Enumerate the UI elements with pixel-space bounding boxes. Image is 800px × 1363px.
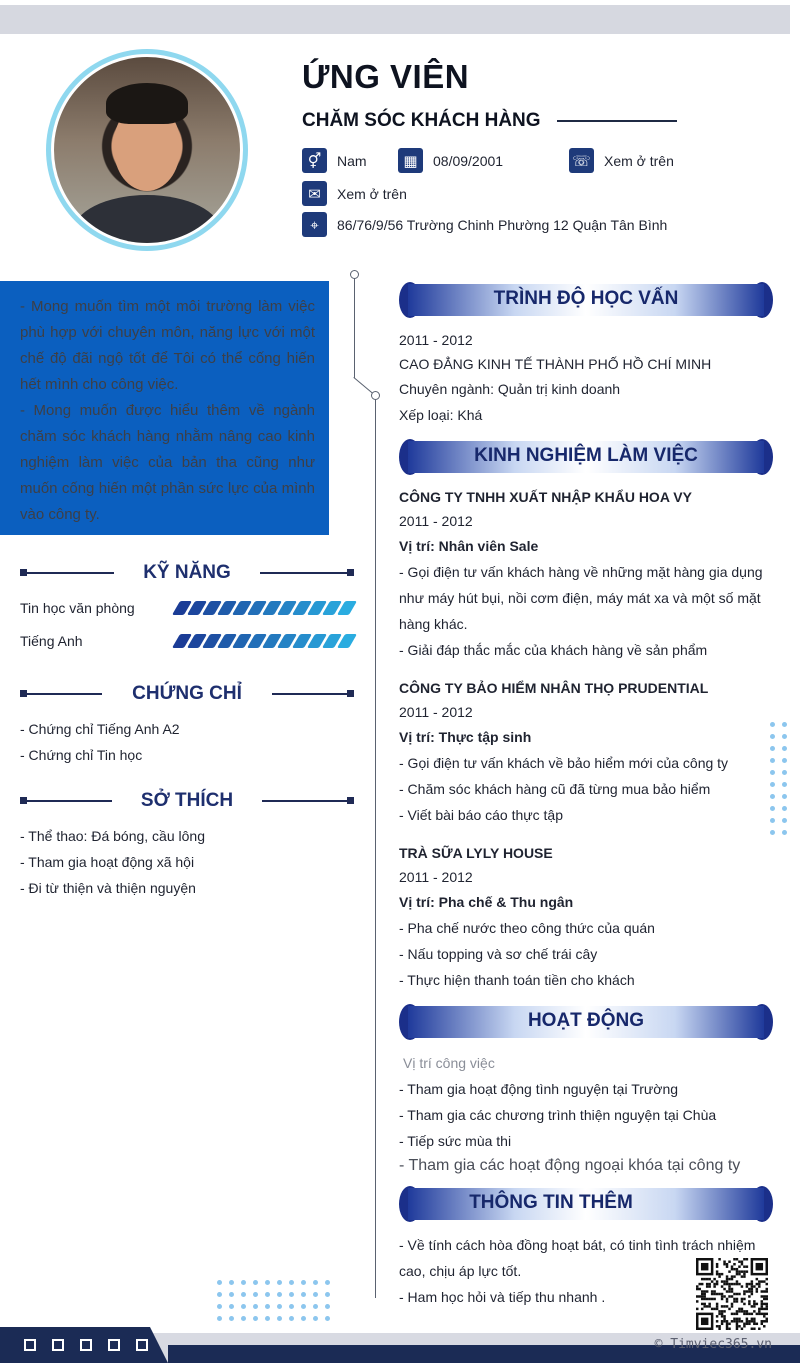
objective-paragraph: - Mong muốn được hiểu thêm về ngành chăm sóc khách hàng nhằm nâng cao kinh nghiệm làm việc của bản tha cũng như muốn cống hiến một phần sức lực của mình vào công ty. <box>20 402 315 523</box>
skill-label: Tin học văn phòng <box>20 600 135 616</box>
dot <box>782 722 787 727</box>
dot <box>241 1304 246 1309</box>
job-duty: - Gọi điện tư vấn khách về bảo hiểm mới của công ty <box>399 755 729 771</box>
gender-info <box>302 148 367 173</box>
dot <box>217 1292 222 1297</box>
job-period: 2011 - 2012 <box>399 869 473 885</box>
footer-square-icon <box>52 1339 64 1351</box>
dot <box>253 1316 258 1321</box>
dot <box>770 758 775 763</box>
skill-label: Tiếng Anh <box>20 633 83 649</box>
extra-info-item: - Ham học hỏi và tiếp thu nhanh . <box>399 1289 606 1305</box>
watermark: © Timviec365.vn <box>654 1337 772 1352</box>
experience-heading: KINH NGHIỆM LÀM VIỆC <box>399 439 773 475</box>
dot <box>782 818 787 823</box>
dot <box>313 1304 318 1309</box>
dot <box>265 1304 270 1309</box>
candidate-position: CHĂM SÓC KHÁCH HÀNG <box>302 110 541 131</box>
job-duty: - Giải đáp thắc mắc của khách hàng về sản phẩm <box>399 642 708 658</box>
address-value: 86/76/9/56 Trường Chinh Phường 12 Quận Tân Bình <box>337 216 668 233</box>
timeline-dot <box>371 391 380 400</box>
job-duty: - Pha chế nước theo công thức của quán <box>399 920 655 936</box>
dot <box>289 1292 294 1297</box>
activity-item: - Tiếp sức mùa thi <box>399 1133 512 1149</box>
dot <box>782 782 787 787</box>
top-bar <box>0 5 790 34</box>
dot <box>265 1316 270 1321</box>
profile-photo <box>51 54 243 246</box>
dot <box>313 1280 318 1285</box>
dot <box>782 758 787 763</box>
dot <box>770 794 775 799</box>
dot <box>782 770 787 775</box>
activity-item: - Tham gia hoạt động tình nguyện tại Trường <box>399 1081 679 1097</box>
activities-heading: HOẠT ĐỘNG <box>399 1004 773 1040</box>
address-info <box>302 212 667 237</box>
activity-item: - Tham gia các hoạt động ngoại khóa tại công ty <box>399 1157 741 1174</box>
education-period: 2011 - 2012 <box>399 332 473 348</box>
dot <box>229 1304 234 1309</box>
extra-info-heading: THÔNG TIN THÊM <box>399 1186 773 1222</box>
dot <box>241 1316 246 1321</box>
job-duty: hàng khác. <box>399 616 468 632</box>
dot <box>253 1292 258 1297</box>
dot <box>277 1304 282 1309</box>
dot <box>217 1304 222 1309</box>
dot <box>782 806 787 811</box>
dot <box>241 1280 246 1285</box>
dot <box>782 794 787 799</box>
timeline-line <box>354 278 355 378</box>
dot <box>229 1292 234 1297</box>
dot <box>253 1280 258 1285</box>
dot <box>241 1292 246 1297</box>
hobby-item: - Tham gia hoạt động xã hội <box>20 854 195 870</box>
dot <box>229 1280 234 1285</box>
dot <box>770 734 775 739</box>
dot <box>313 1316 318 1321</box>
dot <box>782 734 787 739</box>
dot <box>770 782 775 787</box>
footer-square-icon <box>108 1339 120 1351</box>
education-major: Chuyên ngành: Quản trị kinh doanh <box>399 381 621 397</box>
certificate-item: - Chứng chỉ Tiếng Anh A2 <box>20 721 180 737</box>
dot <box>253 1304 258 1309</box>
job-duty: - Nấu topping và sơ chế trái cây <box>399 946 598 962</box>
email-icon: ✉ <box>302 181 327 206</box>
email-value: Xem ở trên <box>337 185 407 202</box>
birthday-value: 08/09/2001 <box>433 152 504 169</box>
dot <box>277 1292 282 1297</box>
qr-code-icon <box>696 1258 768 1330</box>
job-role: Vị trí: Nhân viên Sale <box>399 538 539 554</box>
dot <box>325 1304 330 1309</box>
dot <box>770 770 775 775</box>
extra-info-item: cao, chịu áp lực tốt. <box>399 1263 522 1279</box>
decorative-dots <box>770 722 787 835</box>
dot <box>301 1304 306 1309</box>
dot <box>217 1280 222 1285</box>
dot <box>325 1292 330 1297</box>
dot <box>770 722 775 727</box>
job-duty: như máy hút bụi, nồi cơm điện, máy mát xa và một số mặt <box>399 590 761 606</box>
job-period: 2011 - 2012 <box>399 704 473 720</box>
job-duty: - Chăm sóc khách hàng cũ đã từng mua bảo hiểm <box>399 781 711 797</box>
email-info <box>302 181 407 206</box>
skills-heading: KỸ NĂNG <box>20 560 354 586</box>
decorative-dots <box>217 1280 330 1321</box>
avatar <box>46 49 248 251</box>
dot <box>277 1316 282 1321</box>
birthday-info <box>398 148 503 173</box>
gender-icon: ⚥ <box>302 148 327 173</box>
dot <box>313 1292 318 1297</box>
footer-square-icon <box>80 1339 92 1351</box>
hobby-item: - Thể thao: Đá bóng, cầu lông <box>20 828 205 844</box>
job-role: Vị trí: Pha chế & Thu ngân <box>399 894 574 910</box>
phone-icon: ☏ <box>569 148 594 173</box>
footer <box>0 1327 800 1363</box>
activities-subtitle: Vị trí công việc <box>403 1055 495 1071</box>
extra-info-item: - Về tính cách hòa đồng hoạt bát, có tinh tình trách nhiệm <box>399 1237 756 1253</box>
birthday-cake-icon: ▦ <box>398 148 423 173</box>
company-name: CÔNG TY BẢO HIỂM NHÂN THỌ PRUDENTIAL <box>399 680 709 696</box>
dot <box>770 818 775 823</box>
hobbies-heading: SỞ THÍCH <box>20 788 354 814</box>
certificates-heading: CHỨNG CHỈ <box>20 681 354 707</box>
education-school: CAO ĐẲNG KINH TẾ THÀNH PHỐ HỒ CHÍ MINH <box>399 356 712 372</box>
footer-square-icon <box>136 1339 148 1351</box>
certificate-item: - Chứng chỉ Tin học <box>20 747 143 763</box>
hobby-item: - Đi từ thiện và thiện nguyện <box>20 880 196 896</box>
career-objective <box>0 281 329 535</box>
objective-paragraph: - Mong muốn tìm một môi trường làm việc phù hợp với chuyên môn, năng lực với một chế độ đãi ngộ tốt để Tôi có thể cống hiến hết mình cho công việc. <box>20 298 315 393</box>
education-heading: TRÌNH ĐỘ HỌC VẤN <box>399 282 773 318</box>
activity-item: - Tham gia các chương trình thiện nguyện tại Chùa <box>399 1107 717 1123</box>
skill-level-bar <box>176 601 353 615</box>
position-divider <box>557 120 677 122</box>
job-duty: - Gọi điện tư vấn khách hàng về những mặt hàng gia dụng <box>399 564 763 580</box>
phone-value: Xem ở trên <box>604 152 674 169</box>
timeline-dot <box>350 270 359 279</box>
phone-info <box>569 148 674 173</box>
education-grade: Xếp loại: Khá <box>399 407 483 423</box>
dot <box>782 830 787 835</box>
timeline-line <box>375 398 376 1298</box>
dot <box>217 1316 222 1321</box>
candidate-name: ỨNG VIÊN <box>302 58 470 95</box>
dot <box>770 830 775 835</box>
dot <box>277 1280 282 1285</box>
company-name: TRÀ SỮA LYLY HOUSE <box>399 845 553 861</box>
dot <box>301 1292 306 1297</box>
dot <box>301 1280 306 1285</box>
dot <box>325 1280 330 1285</box>
dot <box>265 1280 270 1285</box>
dot <box>229 1316 234 1321</box>
gender-value: Nam <box>337 152 367 169</box>
dot <box>289 1316 294 1321</box>
footer-square-icon <box>24 1339 36 1351</box>
skill-level-bar <box>176 634 353 648</box>
job-duty: - Thực hiện thanh toán tiền cho khách <box>399 972 635 988</box>
location-pin-icon: ⌖ <box>302 212 327 237</box>
dot <box>325 1316 330 1321</box>
dot <box>289 1280 294 1285</box>
job-period: 2011 - 2012 <box>399 513 473 529</box>
job-duty: - Viết bài báo cáo thực tập <box>399 807 563 823</box>
dot <box>289 1304 294 1309</box>
dot <box>265 1292 270 1297</box>
job-role: Vị trí: Thực tập sinh <box>399 729 532 745</box>
company-name: CÔNG TY TNHH XUẤT NHẬP KHẨU HOA VY <box>399 489 692 505</box>
dot <box>770 806 775 811</box>
dot <box>782 746 787 751</box>
dot <box>770 746 775 751</box>
dot <box>301 1316 306 1321</box>
